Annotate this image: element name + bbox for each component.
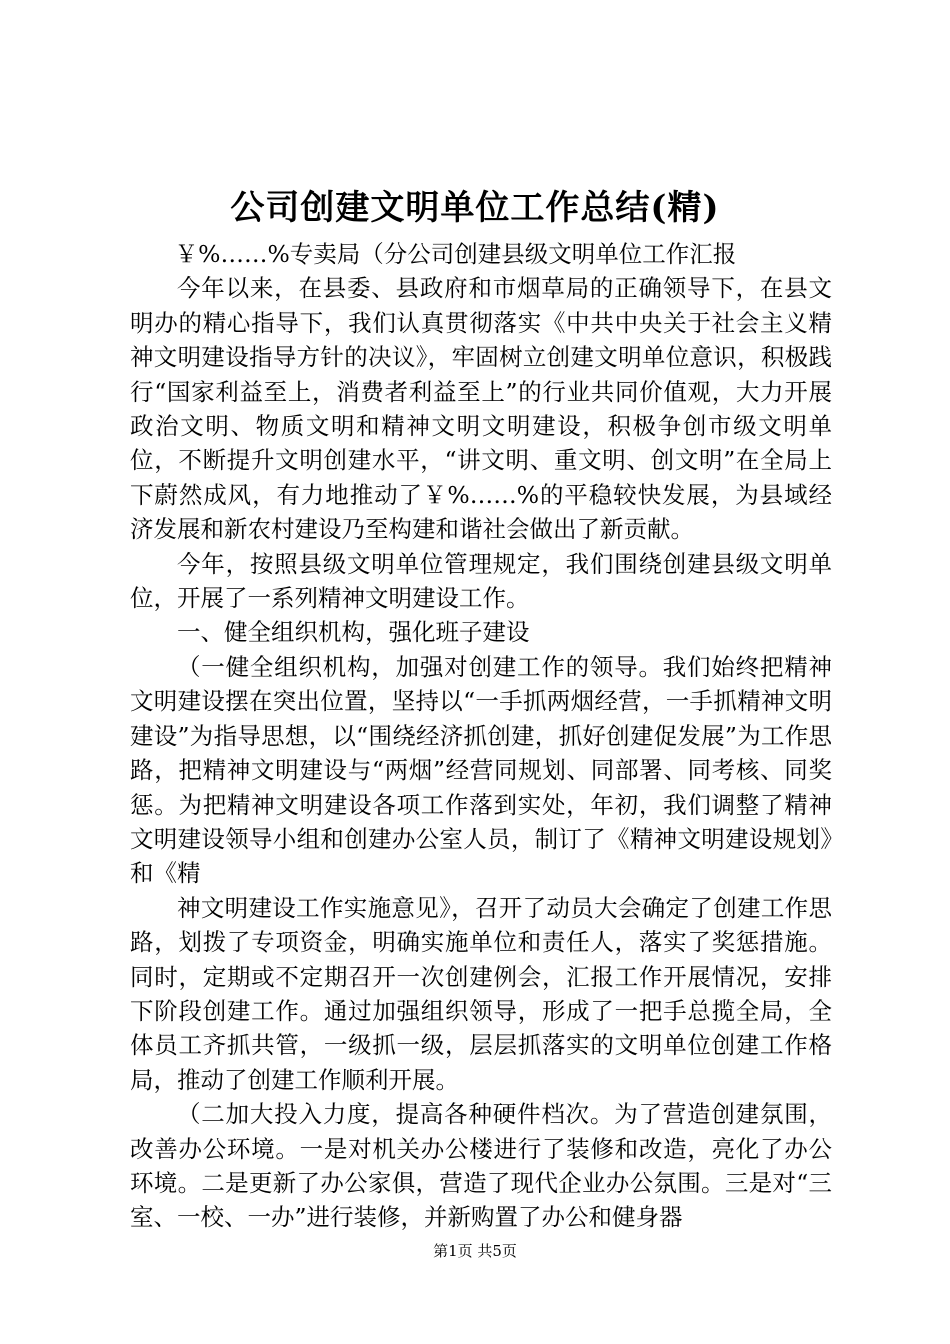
paragraph-subtitle: ￥%……%专卖局（分公司创建县级文明单位工作汇报	[174, 240, 737, 268]
paragraph-organization-cont: 神文明建设工作实施意见》，召开了动员大会确定了创建工作思路，划拨了专项资金，明确实施单位和责任人，落实了奖惩措施。同时，定期或不定期召开一次创建例会，汇报工作开展情况，安排下阶段创建工作。通过加强组织领导，形成了一把手总揽全局，全体员工齐抓共管，一级抓一级，层层抓落实的文明单位创建工作格局，推动了创建工作顺利开展。	[130, 893, 832, 1094]
document-body	[130, 237, 832, 1235]
section-heading-1: 一、健全组织机构，强化班子建设	[177, 618, 530, 647]
paragraph-investment: （二加大投入力度，提高各种硬件档次。为了营造创建氛围，改善办公环境。一是对机关办公楼进行了装修和改造，亮化了办公环境。二是更新了办公家俱，营造了现代企业办公氛围。三是对“三室、一校、一办”进行装修，并新购置了办公和健身器	[130, 1100, 832, 1232]
paragraph-organization: （一健全组织机构，加强对创建工作的领导。我们始终把精神文明建设摆在突出位置，坚持以“一手抓两烟经营，一手抓精神文明建设”为指导思想，以“围绕经济抓创建，抓好创建促发展”为工作思路，把精神文明建设与“两烟”经营同规划、同部署、同考核、同奖惩。为把精神文明建设各项工作落到实处，年初，我们调整了精神文明建设领导小组和创建办公室人员，制订了《精神文明建设规划》和《精	[130, 652, 832, 888]
paragraph-intro: 今年以来，在县委、县政府和市烟草局的正确领导下，在县文明办的精心指导下，我们认真贯彻落实《中共中央关于社会主义精神文明建设指导方针的决议》，牢固树立创建文明单位意识，积极践行“国家利益至上，消费者利益至上”的行业共同价值观，大力开展政治文明、物质文明和精神文明文明建设，积极争创市级文明单位，不断提升文明创建水平，“讲文明、重文明、创文明”在全局上下蔚然成风，有力地推动了￥%……%的平稳较快发展，为县域经济发展和新农村建设乃至构建和谐社会做出了新贡献。	[130, 274, 832, 544]
page-number-footer: 第1页 共5页	[433, 1242, 517, 1260]
document-title: 公司创建文明单位工作总结(精)	[230, 188, 720, 228]
paragraph-overview: 今年，按照县级文明单位管理规定，我们围绕创建县级文明单位，开展了一系列精神文明建设工作。	[130, 549, 832, 613]
